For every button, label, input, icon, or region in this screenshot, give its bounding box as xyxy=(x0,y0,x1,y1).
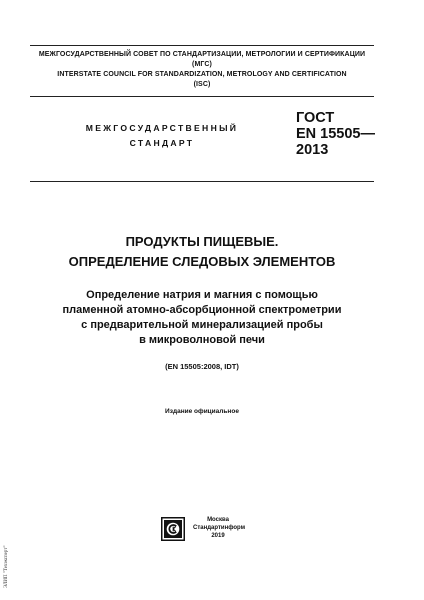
subtitle-line2: пламенной атомно-абсорбционной спектрометрии xyxy=(62,304,342,316)
publisher-name: Стандартинформ xyxy=(193,525,246,531)
subtitle-line3: с предварительной минерализацией пробы xyxy=(81,319,323,331)
gost-label: ГОСТ xyxy=(296,110,335,126)
council-abbr-ru: (МГС) xyxy=(192,61,212,68)
side-stamp: ЭЛИП "Техэксперт" xyxy=(4,545,9,588)
council-name-ru: МЕЖГОСУДАРСТВЕННЫЙ СОВЕТ ПО СТАНДАРТИЗАЦИИ, МЕТРОЛОГИИ И СЕРТИФИКАЦИИ xyxy=(38,51,366,58)
standard-type-line1: МЕЖГОСУДАРСТВЕННЫЙ xyxy=(85,123,239,133)
edition-note: Издание официальное xyxy=(165,408,239,415)
standard-type-line2: СТАНДАРТ xyxy=(129,138,195,148)
en-reference: (EN 15505:2008, IDT) xyxy=(165,362,239,371)
publisher-year: 2019 xyxy=(211,533,225,539)
header-rule xyxy=(30,96,374,97)
document-title xyxy=(30,232,374,272)
gost-designation xyxy=(296,110,375,158)
top-rule xyxy=(30,45,374,46)
gost-year: 2013 xyxy=(296,142,329,158)
publisher-city: Москва xyxy=(207,517,229,523)
gost-number: EN 15505— xyxy=(296,126,375,142)
title-line2: ОПРЕДЕЛЕНИЕ СЛЕДОВЫХ ЭЛЕМЕНТОВ xyxy=(68,254,336,269)
subtitle-line4: в микроволновой печи xyxy=(139,334,265,346)
council-abbr-en: (ISC) xyxy=(193,81,211,88)
designation-rule xyxy=(30,181,374,182)
document-subtitle xyxy=(30,288,374,348)
standard-type xyxy=(62,121,262,151)
title-line1: ПРОДУКТЫ ПИЩЕВЫЕ. xyxy=(125,234,279,249)
council-name-en: INTERSTATE COUNCIL FOR STANDARDIZATION, METROLOGY AND CERTIFICATION xyxy=(57,71,347,78)
subtitle-line1: Определение натрия и магния с помощью xyxy=(86,289,318,301)
publisher-info xyxy=(193,516,246,540)
standartinform-logo-icon xyxy=(161,517,185,541)
council-header xyxy=(30,50,374,90)
